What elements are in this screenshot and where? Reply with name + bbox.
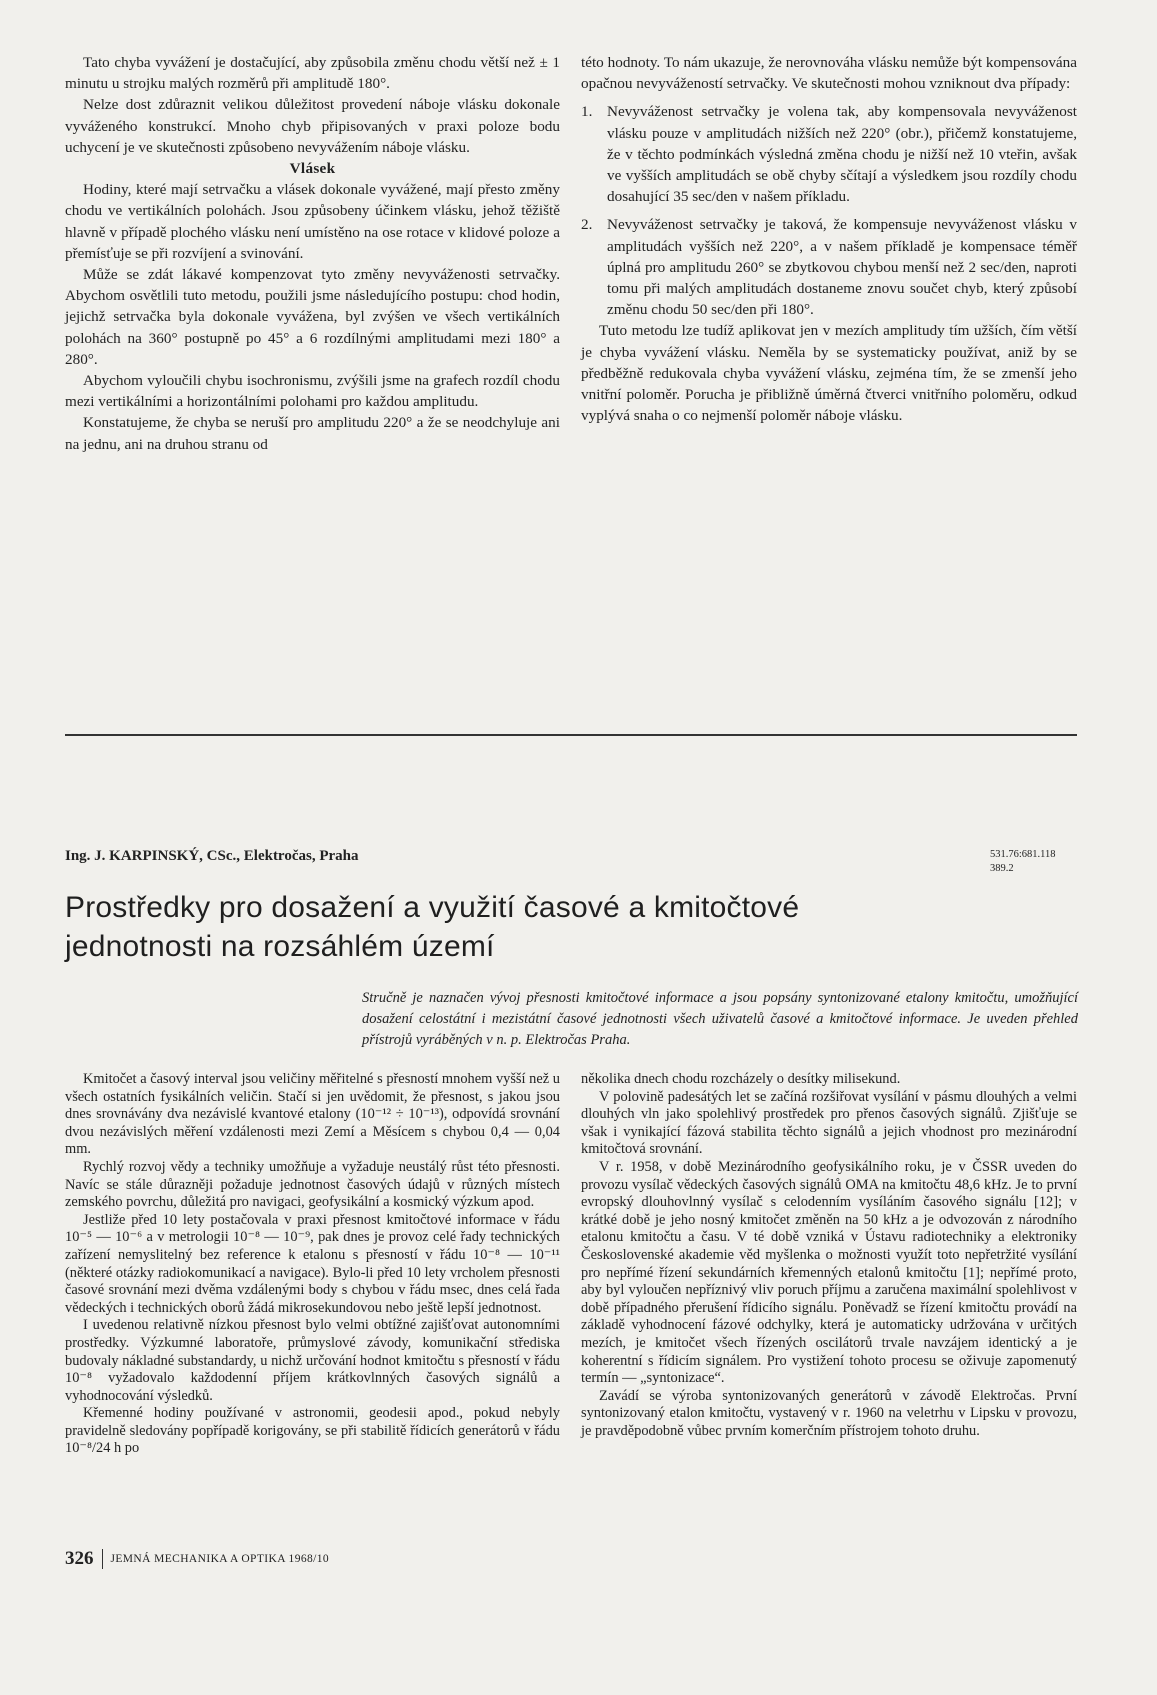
journal-name: JEMNÁ MECHANIKA A OPTIKA 1968/10 — [110, 1553, 330, 1565]
paragraph: Může se zdát lákavé kompenzovat tyto změny nevyváženosti setrvačky. Abychom osvětlili tuto metodu, použili jsme následujícího postupu: chod hodin, jejichž setrvačka byla dokonale vyvážena, byl zvýšen ve všech vertikálních polohách na 360° postupně po 45° a 6 rozdílnými amplitudami mezi 180° a 280°. — [65, 266, 560, 368]
footer-separator — [102, 1549, 103, 1569]
section-divider — [65, 734, 1077, 736]
paragraph-continued: několika dnech chodu rozcházely o desítky milisekund. — [581, 1071, 901, 1087]
paragraph: V polovině padesátých let se začíná rozšiřovat vysílání v pásmu dlouhých a velmi dlouhých vln jako spolehlivý prostředek pro přenos časových signálů. Zjišťuje se však i vynikající fázová stabilita těchto signálů a jejich vhodnost pro mezinárodní kmitočtová srovnání. — [581, 1088, 1077, 1158]
paragraph: Křemenné hodiny používané v astronomii, geodesii apod., pokud nebyly pravidelně sledovány popřípadě korigovány, se při stabilitě řídicích generátorů v řádu 10⁻⁸/24 h po — [65, 1405, 560, 1457]
paragraph: Rychlý rozvoj vědy a techniky umožňuje a vyžaduje neustálý růst této přesnosti. Navíc se stále důrazněji požaduje jednotnost časových údajů v různých místech zemského povrchu, důležitá pro navigaci, geofysikální a kosmický výzkum apod. — [65, 1158, 560, 1211]
paragraph: Jestliže před 10 lety postačovala v praxi přesnost kmitočtové informace v řádu 10⁻⁵ — 10⁻⁶ a v metrologii 10⁻⁸ — 10⁻⁹, pak dnes je provoz celé řady technických zařízení nemyslitelný bez reference k etalonu s přesností v řádu 10⁻⁸ — 10⁻¹¹ (některé otázky radiokomunikací a navigace). Bylo-li před 10 lety vrcholem přesnosti časové srovnání mezi dvěma vzdálenými body s chybou v řádu msec, dnes celá řada vědeckých i technických oborů žádá mikrosekundovou nebo ještě lepší jednotnost. — [65, 1211, 560, 1316]
paragraph: Abychom vyloučili chybu isochronismu, zvýšili jsme na grafech rozdíl chodu mezi vertikálními a horizontálními polohami pro každou amplitudu. — [65, 372, 560, 411]
paragraph: Konstatujeme, že chyba se neruší pro amplitudu 220° a že se neodchyluje ani na jednu, ani na druhou stranu od — [65, 414, 560, 453]
numbered-item — [581, 101, 1077, 207]
paragraph: Zavádí se výroba syntonizovaných generátorů v závodě Elektročas. První syntonizovaný etalon kmitočtu, vystavený v r. 1960 na veletrhu v Lipsku v provozu, je pravděpodobně vůbec prvním komerčním přístrojem tohoto druhu. — [581, 1387, 1077, 1439]
numbered-item — [581, 214, 1077, 320]
item-text: Nevyváženost setrvačky je taková, že kompensuje nevyváženost vlásku v amplitudách vyšších než 220°, a v našem příkladě je kompensace téměř úplná pro amplitudu 260° se zbytkovou chybou menší než 2 sec/den, naproti tomu při malých amplitudách dostaneme znovu součet chyb, který způsobí změnu chodu 50 sec/den při 180°. — [607, 216, 1077, 319]
paragraph: Hodiny, které mají setrvačku a vlásek dokonale vyvážené, mají přesto změny chodu ve vertikálních polohách. Jsou způsobeny účinkem vlásku, jehož těžiště hlavně v případě plochého vlásku není umístěno na ose rotace v klidové poloze a přemísťuje se při rozvíjení a svinování. — [65, 181, 560, 262]
page-number: 326 — [65, 1548, 94, 1569]
paragraph: Nelze dost zdůraznit velikou důležitost provedení náboje vlásku dokonale vyváženého konstrukcí. Mnoho chyb připisovaných v praxi poloze bodu uchycení je ve skutečnosti způsobeno nevyvážením náboje vlásku. — [65, 96, 560, 156]
item-number: 2. — [581, 216, 593, 234]
paragraph-continued: této hodnoty. To nám ukazuje, že nerovnováha vlásku nemůže být kompensována opačnou nevyvážeností setrvačky. Ve skutečnosti mohou vzniknout dva případy: — [581, 54, 1077, 93]
paragraph: V r. 1958, v době Mezinárodního geofysikálního roku, je v ČSSR uveden do provozu vysílač vědeckých časových signálů OMA na kmitočtu 48,6 kHz. Je to první evropský dlouhovlnný vysílač s celodenním vysíláním časového signálu [12]; v krátké době je jeho nosný kmitočet změněn na 50 kHz a je odvozován z národního etalonu kmitočtu a času. V té době vzniká v Ústavu radiotechniky a elektroniky Československé akademie věd myšlenka o možnosti využít toto nepřetržité vysílání pro nepřímé řízení sekundárních křemenných etalonů kmitočtu [1]; nepřímé proto, aby byl vyloučen nepříznivý vliv poruch příjmu a zaručena maximální spolehlivost v době případného přerušení řídicího signálu. Poněvadž se řízení kmitočtu provádí na základě vyhodnocení fázové odchylky, která je automaticky udržována v určitých mezích, je kmitočet všech řízených oscilátorů trvale navzájem identický a je koherentní s řídicím signálem. Pro vystižení tohoto procesu se oživuje zapomenutý termín — „syntonizace“. — [581, 1158, 1077, 1387]
paragraph: I uvedenou relativně nízkou přesnost bylo velmi obtížné zajišťovat autonomními prostředky. Výzkumné laboratoře, průmyslové závody, komunikační střediska budovaly nákladné substandardy, u nichž určování hodnot kmitočtu s přesností v řádu 10⁻⁸ vyžadovalo každodenní příjem krátkovlnných časových signálů a vyhodnocování výsledků. — [65, 1317, 560, 1404]
item-number: 1. — [581, 103, 593, 121]
udc-line: 389.2 — [990, 863, 1014, 874]
paragraph: Tuto metodu lze tudíž aplikovat jen v mezích amplitudy tím užších, čím větší je chyba vyvážení vlásku. Neměla by se systematicky používat, aniž by se předběžně redukovala chyba vyvážení vlásku, zejména tím, že se zmenší jeho vnitřní poloměr. Porucha je přibližně úměrná čtverci vnitřního poloměru, odkud vyplývá snaha o co nejmenší poloměr náboje vlásku. — [581, 322, 1077, 425]
article-abstract: Stručně je naznačen vývoj přesnosti kmitočtové informace a jsou popsány syntonizované etalony kmitočtu, umožňující dosažení celostátní i mezistátní časové jednotnosti všech uživatelů časové a kmitočtové informace. Je uveden přehled přístrojů vyráběných v n. p. Elektročas Praha. — [362, 990, 1078, 1048]
paragraph: Tato chyba vyvážení je dostačující, aby způsobila změnu chodu větší než ± 1 minutu u strojku malých rozměrů při amplitudě 180°. — [65, 54, 560, 93]
bottom-left-column — [65, 1071, 560, 1458]
udc-classification — [990, 848, 1056, 876]
page-footer — [65, 1548, 329, 1570]
udc-line: 531.76:681.118 — [990, 849, 1056, 860]
paragraph: Kmitočet a časový interval jsou veličiny měřitelné s přesností mnohem vyšší než u všech ostatních fysikálních veličin. Stačí si jen uvědomit, že přesnost, s jakou jsou dnes srovnávány dva nezávislé kvantové etalony (10⁻¹² ÷ 10⁻¹³), odpovídá srovnání dvou nezávislých měření vzdálenosti mezi Zemí a Měsícem s chybou 0,4 — 0,04 mm. — [65, 1071, 560, 1158]
top-right-column — [581, 52, 1077, 426]
article-author: Ing. J. KARPINSKÝ, CSc., Elektročas, Praha — [65, 848, 359, 864]
article-title — [65, 888, 1075, 966]
section-heading-vlasek: Vlásek — [289, 160, 336, 178]
item-text: Nevyváženost setrvačky je volena tak, aby kompensovala nevyváženost vlásku pouze v amplitudách nižších než 220° (obr.), přičemž konstatujeme, že v těchto podmínkách výsledná změna chodu je nižší než 10 vteřin, avšak ve vyšších amplitudách se obě chyby sčítají a výsledkem jsou rozdíly chodu dosahující 35 sec/den v našem příkladu. — [607, 103, 1077, 206]
bottom-right-column — [581, 1071, 1077, 1440]
article-title-line: Prostředky pro dosažení a využití časové a kmitočtové — [65, 891, 800, 924]
top-left-column — [65, 52, 560, 455]
article-title-line: jednotnosti na rozsáhlém území — [65, 930, 495, 963]
